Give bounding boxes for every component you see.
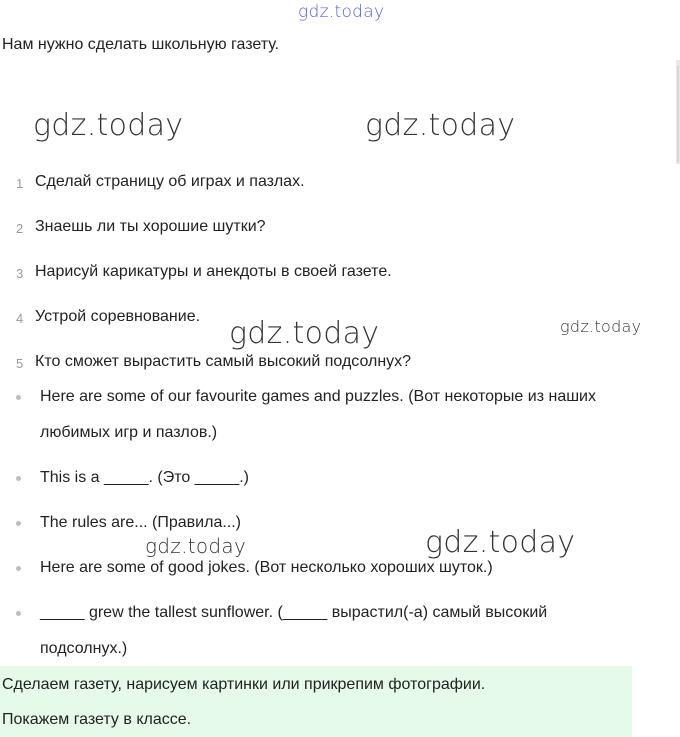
list-number: 4 [16, 311, 24, 326]
list-number: 2 [16, 221, 24, 236]
list-number: 5 [16, 356, 24, 371]
watermark: gdz.today [145, 534, 247, 558]
watermark: gdz.today [229, 316, 380, 351]
list-item-line: This is a _____. (Это _____.) [40, 469, 249, 486]
list-item-text: Нарисуй карикатуры и анекдоты в своей газете. [35, 263, 392, 280]
list-item-line: любимых игр и пазлов.) [40, 424, 218, 441]
bullet-icon [16, 566, 21, 571]
bullet-icon [16, 611, 21, 616]
list-item-text [40, 460, 680, 496]
list-item-text [40, 505, 680, 541]
answer-line-1: Сделаем газету, нарисуем картинки или прикрепим фотографии. [2, 676, 486, 693]
list-item-text: Сделай страницу об играх и пазлах. [35, 173, 305, 190]
list-item-line: Here are some of good jokes. (Вот несколько хороших шуток.) [40, 559, 493, 576]
bullet-icon [16, 395, 21, 400]
list-item-text: Устрой соревнование. [35, 308, 201, 325]
watermark: gdz.today [425, 525, 576, 560]
list-number: 3 [16, 266, 24, 281]
list-item-text: Знаешь ли ты хорошие шутки? [35, 218, 266, 235]
list-item-text [40, 379, 680, 451]
watermark-top: gdz.today [298, 2, 385, 22]
list-item-text [40, 550, 680, 586]
bullet-icon [16, 476, 21, 481]
list-item-line: подсолнух.) [40, 640, 128, 657]
list-number: 1 [16, 176, 24, 191]
intro-text: Нам нужно сделать школьную газету. [2, 36, 280, 53]
bullet-icon [16, 521, 21, 526]
watermark: gdz.today [365, 108, 516, 143]
list-item-line: The rules are... (Правила...) [40, 514, 242, 531]
list-item-text [40, 595, 680, 667]
list-item-text: Кто сможет вырастить самый высокий подсолнух? [35, 353, 412, 370]
watermark: gdz.today [560, 317, 642, 336]
answer-line-2: Покажем газету в классе. [2, 711, 192, 728]
list-item-line: Here are some of our favourite games and puzzles. (Вот некоторые из наших [40, 388, 596, 405]
scrollbar-thumb[interactable] [677, 66, 679, 162]
watermark: gdz.today [33, 108, 184, 143]
list-item-line: _____ grew the tallest sunflower. (_____ вырастил(-а) самый высокий [40, 604, 548, 621]
